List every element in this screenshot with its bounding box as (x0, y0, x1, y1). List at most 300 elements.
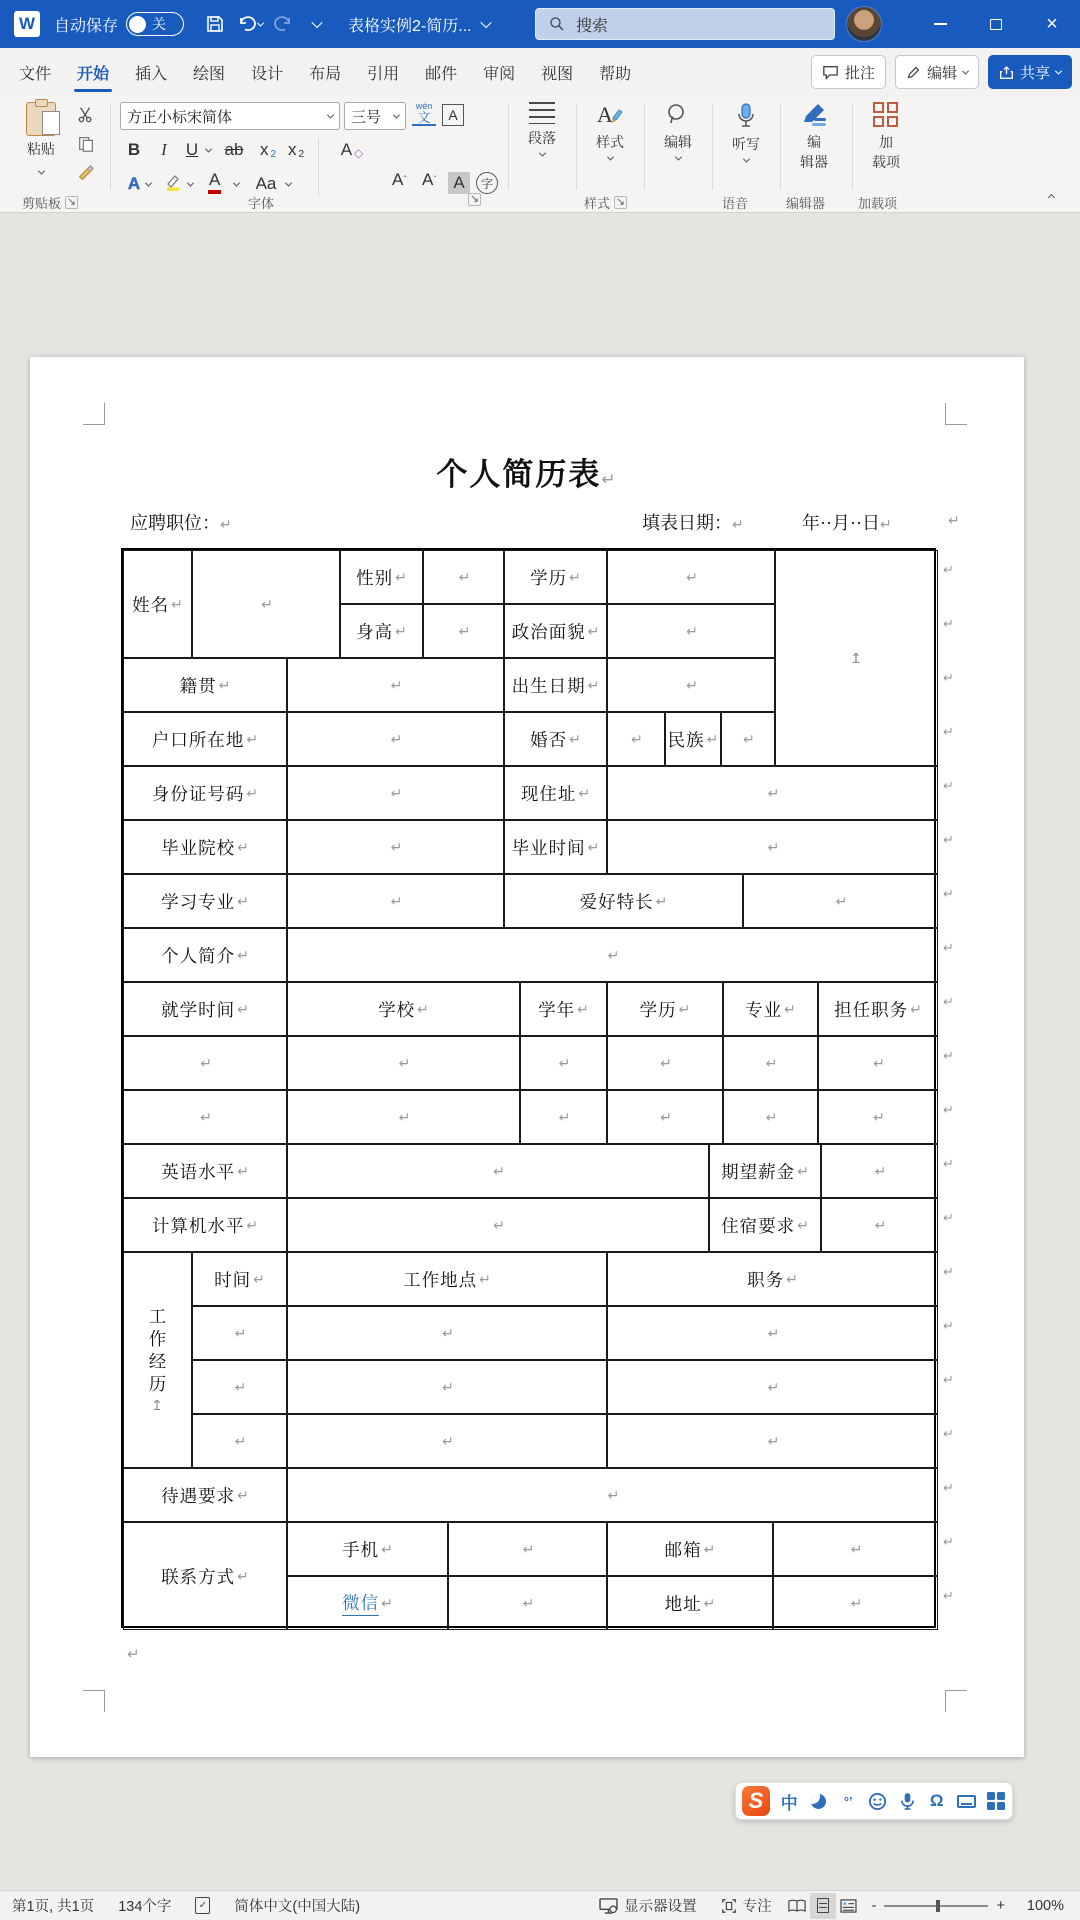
pilcrow-mark: ↵ (234, 1432, 247, 1449)
emoji-button[interactable] (867, 1789, 888, 1813)
shrink-font-button[interactable] (422, 170, 437, 190)
table-cell-graduate-school[interactable] (123, 820, 287, 874)
copy-button[interactable] (74, 133, 98, 155)
text-effects-button[interactable]: A (127, 174, 141, 193)
underline-dropdown[interactable] (206, 148, 211, 153)
ribbon-tab[interactable]: 布局 (309, 65, 342, 83)
symbols-button[interactable]: Ω (929, 1791, 944, 1810)
table-cell-blank[interactable] (818, 1090, 938, 1144)
chevron-down-icon (674, 154, 681, 161)
ribbon-tab[interactable]: 文件 (19, 65, 52, 83)
row-end-mark: ↵ (943, 1048, 954, 1063)
read-mode-icon (788, 1899, 806, 1913)
table-cell-blank[interactable] (287, 1360, 607, 1414)
resume-title: 个人简历表↵ (436, 457, 618, 492)
focus-mode-button[interactable] (709, 1891, 784, 1920)
zoom-slider[interactable] (862, 1898, 1015, 1914)
pilcrow-mark: ↵ (873, 1054, 885, 1071)
end-mark: ↵ (948, 512, 960, 528)
table-cell-school[interactable] (287, 982, 520, 1036)
voice-input-button[interactable] (897, 1789, 918, 1813)
redo-button[interactable] (268, 7, 298, 41)
table-cell-blank[interactable] (607, 1360, 938, 1414)
title-bar (0, 0, 1080, 48)
clear-formatting-button[interactable] (340, 136, 364, 162)
document-page[interactable] (30, 357, 1024, 1757)
paste-label: 粘贴 (27, 141, 55, 157)
autosave-label: 自动保存 (54, 17, 119, 35)
highlight-dropdown[interactable] (188, 182, 193, 187)
table-cell-mobile[interactable] (287, 1522, 448, 1576)
table-cell-blank[interactable] (607, 604, 775, 658)
table-cell-blank[interactable] (723, 1090, 818, 1144)
table-cell-blank[interactable] (123, 1090, 287, 1144)
phonetic-guide-button[interactable] (412, 102, 436, 126)
table-cell-contact-method[interactable] (123, 1522, 287, 1630)
table-cell-blank[interactable] (287, 1036, 520, 1090)
table-cell-native-place[interactable] (123, 658, 287, 712)
pilcrow-mark: ↵ (660, 1054, 672, 1071)
character-shading-button[interactable]: A (448, 172, 470, 194)
character-border-button[interactable]: A (442, 104, 464, 126)
table-cell-address[interactable] (607, 1576, 773, 1630)
pilcrow-mark: ↵ (442, 1324, 454, 1341)
table-cell-english-level[interactable] (123, 1144, 287, 1198)
row-end-mark: ↵ (943, 1210, 954, 1225)
page-info[interactable]: 第1页, 共1页 (12, 1899, 95, 1915)
font-color-letter: A (208, 170, 221, 194)
punctuation-button[interactable]: °’ (843, 1793, 853, 1809)
share-icon (999, 65, 1014, 80)
table-cell-id-number[interactable] (123, 766, 287, 820)
editing-label: 编辑 (664, 134, 692, 150)
paste-clipboard-icon (26, 102, 56, 136)
share-label: 共享 (1019, 64, 1050, 82)
table-cell-household-location[interactable] (123, 712, 287, 766)
pencil-icon (906, 65, 921, 80)
search-icon (548, 15, 566, 33)
display-settings-button[interactable] (587, 1891, 709, 1920)
toolbox-button[interactable] (985, 1789, 1006, 1813)
table-cell-personal-profile[interactable] (123, 928, 287, 982)
superscript-2: 2 (298, 149, 305, 160)
cell-label: 籍贯 (179, 675, 217, 696)
word-count[interactable]: 134个字 (118, 1899, 172, 1915)
pilcrow-mark: ↵ (706, 730, 719, 747)
ribbon-tab[interactable]: 开始 (64, 48, 122, 96)
search-input[interactable] (535, 8, 835, 40)
minimize-icon (934, 23, 947, 25)
pilcrow-mark: ↵ (655, 892, 668, 909)
table-cell-blank[interactable] (287, 1198, 709, 1252)
cell-label: 微信 (342, 1590, 379, 1616)
pilcrow-mark: ↵ (767, 1432, 780, 1449)
pilcrow-mark: ↵ (703, 1594, 716, 1611)
chevron-down-icon (480, 17, 491, 28)
find-editing-button[interactable] (650, 102, 706, 161)
cell-label: 毕业时间 (511, 837, 586, 858)
pilcrow-mark: ↵ (569, 568, 581, 585)
sogou-ime-bar (735, 1782, 1013, 1820)
focus-icon (721, 1898, 737, 1914)
table-cell-blank[interactable] (287, 820, 504, 874)
font-name-combo[interactable] (120, 102, 340, 130)
comments-label: 批注 (844, 64, 875, 82)
pilcrow-mark: ↵ (395, 568, 407, 585)
table-cell-email[interactable] (607, 1522, 773, 1576)
styles-group-label: 样式 ↘ (584, 196, 626, 211)
table-cell-work-time[interactable] (192, 1252, 287, 1306)
table-cell-salary-requirement[interactable] (123, 1468, 287, 1522)
ribbon-tab[interactable]: 绘图 (193, 65, 226, 83)
table-cell-blank[interactable] (723, 1036, 818, 1090)
dictate-button[interactable] (718, 102, 774, 163)
strikethrough-button[interactable]: ab (224, 140, 244, 159)
fullwidth-moon-button[interactable] (808, 1789, 829, 1813)
table-cell-marital-status[interactable] (504, 712, 607, 766)
copy-icon (77, 135, 95, 153)
table-cell-blank[interactable] (773, 1576, 938, 1630)
close-button[interactable] (1024, 0, 1080, 48)
table-cell-accommodation[interactable] (709, 1198, 821, 1252)
cell-label: 时间 (214, 1269, 252, 1290)
pilcrow-mark: ↵ (835, 892, 848, 909)
cell-label: 毕业院校 (161, 837, 236, 858)
table-cell-blank[interactable] (520, 1036, 607, 1090)
document-title-menu[interactable] (348, 13, 490, 36)
chevron-down-icon (962, 67, 969, 74)
table-cell-blank[interactable] (287, 1090, 520, 1144)
ribbon-tab[interactable]: 设计 (251, 65, 284, 83)
table-cell-blank[interactable] (773, 1522, 938, 1576)
cell-label-vertical: 工作经历 (147, 1306, 167, 1397)
table-cell-ethnicity[interactable] (665, 712, 721, 766)
ribbon-tab[interactable]: 引用 (367, 65, 400, 83)
grow-font-button[interactable] (392, 170, 407, 190)
table-cell-blank[interactable] (821, 1198, 938, 1252)
clipboard-dialog-launcher[interactable]: ↘ (66, 196, 77, 208)
table-cell-blank[interactable] (423, 604, 504, 658)
pilcrow-mark: ↵ (578, 784, 591, 801)
cell-label: 联系方式 (161, 1566, 236, 1587)
change-case-button[interactable]: Aa (255, 174, 277, 193)
table-cell-birth-date[interactable] (504, 658, 607, 712)
pilcrow-mark: ↵ (200, 1054, 212, 1071)
ribbon-tab-row (0, 48, 1080, 96)
paste-button[interactable] (14, 102, 68, 178)
table-cell-blank[interactable] (287, 1414, 607, 1468)
clear-format-letter: A (340, 140, 353, 159)
cell-label: 手机 (342, 1539, 380, 1560)
superscript-x: x (287, 140, 297, 159)
pilcrow-mark: ↵ (678, 1000, 691, 1017)
font-color-button[interactable] (208, 170, 221, 194)
table-cell-blank[interactable] (607, 712, 665, 766)
table-cell-wechat[interactable] (287, 1576, 448, 1630)
zoom-level[interactable]: 100% (1026, 1897, 1064, 1914)
table-cell-blank[interactable] (607, 1306, 938, 1360)
chevron-up-icon (1047, 193, 1054, 200)
ribbon-tabs (6, 48, 644, 96)
cell-label: 计算机水平 (151, 1215, 245, 1236)
table-cell-graduation-date[interactable] (504, 820, 607, 874)
chevron-down-icon (37, 168, 44, 175)
editor-pen-icon (800, 102, 828, 128)
collapse-ribbon-button[interactable] (1040, 188, 1062, 206)
table-cell-name[interactable] (123, 550, 192, 658)
cell-label: 出生日期 (511, 675, 586, 696)
mic-icon (900, 1792, 915, 1811)
table-cell-blank[interactable] (287, 1468, 938, 1522)
ribbon-tab[interactable]: 帮助 (599, 65, 632, 83)
cell-label: 现住址 (520, 783, 577, 804)
date-label: 填表日期：↵ (642, 513, 744, 533)
zoom-in-button[interactable]: + (996, 1897, 1005, 1914)
table-cell-work-experience[interactable] (123, 1252, 192, 1468)
addins-button[interactable] (858, 102, 914, 172)
maximize-icon (990, 19, 1002, 30)
editor-button[interactable] (786, 102, 842, 172)
table-cell-job-title[interactable] (607, 1252, 938, 1306)
table-cell-school-major[interactable] (723, 982, 818, 1036)
pilcrow-mark: ↵ (395, 622, 407, 639)
web-layout-icon (840, 1899, 857, 1913)
table-cell-current-address[interactable] (504, 766, 607, 820)
pilcrow-mark: ↵ (686, 622, 698, 639)
pilcrow-mark: ↵ (797, 1216, 809, 1233)
enclose-characters-button[interactable]: 字 (476, 172, 498, 194)
magnifier-icon (665, 102, 691, 128)
sogou-logo[interactable]: S (742, 1786, 770, 1816)
pilcrow-mark: ↵ (765, 1108, 778, 1125)
table-cell-school-time[interactable] (123, 982, 287, 1036)
pilcrow-mark: ↵ (558, 1108, 571, 1125)
table-cell-blank[interactable] (743, 874, 938, 928)
table-cell-blank[interactable] (192, 1306, 287, 1360)
quick-access-dropdown[interactable] (302, 7, 332, 41)
styles-button[interactable] (582, 102, 638, 161)
table-cell-political-status[interactable] (504, 604, 607, 658)
subscript-2: 2 (270, 149, 277, 160)
scissors-icon (77, 106, 95, 124)
pilcrow-mark: ↵ (237, 946, 249, 963)
anchor-mark: ↥ (850, 649, 863, 666)
zoom-out-button[interactable]: - (871, 1897, 877, 1914)
table-cell-height[interactable] (340, 604, 423, 658)
table-cell-blank[interactable] (607, 1036, 723, 1090)
table-cell-work-place[interactable] (287, 1252, 607, 1306)
ribbon-tab[interactable]: 审阅 (483, 65, 516, 83)
autosave-toggle[interactable] (126, 12, 184, 36)
table-cell-education[interactable] (504, 550, 607, 604)
cell-label: 职务 (747, 1269, 785, 1290)
highlight-button[interactable] (164, 172, 184, 192)
pilcrow-mark: ↵ (587, 622, 600, 639)
font-color-dropdown[interactable] (234, 182, 239, 187)
eraser-icon: ◇ (354, 146, 364, 160)
svg-text:A: A (597, 102, 613, 127)
pilcrow-mark: ↵ (767, 1378, 780, 1395)
table-cell-blank[interactable] (607, 1414, 938, 1468)
pilcrow-mark: ↵ (686, 676, 698, 693)
ribbon-tab[interactable]: 邮件 (425, 65, 458, 83)
read-mode-button[interactable] (784, 1893, 810, 1919)
pilcrow-mark: ↵ (873, 1108, 885, 1125)
save-button[interactable] (200, 7, 230, 41)
word-app-icon[interactable]: W (14, 11, 40, 37)
table-cell-computer-level[interactable] (123, 1198, 287, 1252)
pilcrow-mark: ↵ (587, 676, 600, 693)
table-cell-blank[interactable] (287, 658, 504, 712)
table-cell-school-education[interactable] (607, 982, 723, 1036)
cell-label: 身高 (356, 621, 394, 642)
addins-label: 加 载项 (872, 134, 900, 170)
table-cell-blank[interactable] (607, 766, 938, 820)
table-cell-blank[interactable] (423, 550, 504, 604)
user-avatar[interactable] (846, 6, 882, 42)
text-effects-dropdown[interactable] (146, 182, 151, 187)
display-settings-label: 显示器设置 (624, 1899, 697, 1915)
table-cell-blank[interactable] (287, 874, 504, 928)
autosave-state: 关 (152, 16, 167, 32)
pilcrow-mark: ↵ (234, 1378, 247, 1395)
chevron-down-icon (233, 180, 240, 187)
pilcrow-mark: ↵ (874, 1216, 887, 1233)
table-cell-blank[interactable] (607, 1090, 723, 1144)
table-cell-blank[interactable] (287, 1144, 709, 1198)
pilcrow-mark: ↵ (577, 1000, 589, 1017)
table-cell-position-held[interactable] (818, 982, 938, 1036)
row-end-mark: ↵ (943, 994, 954, 1009)
change-case-dropdown[interactable] (286, 182, 291, 187)
web-layout-button[interactable] (836, 1893, 862, 1919)
table-cell-blank[interactable] (192, 1414, 287, 1468)
document-title: 表格实例2-简历... (348, 17, 472, 35)
chevron-down-icon (327, 111, 334, 118)
table-cell-blank[interactable] (287, 928, 938, 982)
ribbon-tab[interactable]: 插入 (135, 65, 168, 83)
table-cell-gender[interactable] (340, 550, 423, 604)
table-cell-blank[interactable] (287, 766, 504, 820)
undo-icon (236, 14, 258, 34)
pilcrow-mark: ↵ (767, 1324, 780, 1341)
pilcrow-mark: ↵ (786, 1270, 798, 1287)
paragraph-button[interactable] (514, 102, 570, 157)
styles-dialog-launcher[interactable]: ↘ (615, 196, 626, 208)
font-size-combo[interactable] (344, 102, 406, 130)
chevron-down-icon (311, 17, 322, 28)
styles-icon (595, 102, 625, 128)
pilcrow-mark: ↵ (569, 730, 581, 747)
subscript-button[interactable] (256, 136, 280, 162)
table-cell-blank[interactable] (192, 1360, 287, 1414)
monitor-icon (599, 1898, 618, 1914)
underline-button[interactable] (180, 136, 204, 162)
row-end-mark: ↵ (943, 1102, 954, 1117)
paragraph-lines-icon (529, 102, 555, 124)
cut-button[interactable] (74, 104, 98, 126)
table-cell-blank[interactable] (287, 1306, 607, 1360)
cell-label: 期望薪金 (721, 1161, 796, 1182)
row-end-mark: ↵ (943, 1264, 954, 1279)
language-status[interactable]: 简体中文(中国大陆) (234, 1899, 361, 1915)
autosave-control[interactable] (54, 12, 184, 36)
font-dialog-launcher[interactable]: ↘ (469, 193, 480, 205)
pilcrow-mark: ↵ (493, 1162, 505, 1179)
table-cell-blank[interactable] (721, 712, 775, 766)
row-end-mark: ↵ (943, 1426, 954, 1441)
zoom-track[interactable] (884, 1905, 988, 1907)
moon-icon (811, 1794, 826, 1809)
pilcrow-mark: ↵ (417, 1000, 429, 1017)
ribbon-tab[interactable]: 视图 (541, 65, 574, 83)
table-cell-blank[interactable] (607, 550, 775, 604)
maximize-button[interactable] (968, 0, 1024, 48)
minimize-button[interactable] (912, 0, 968, 48)
chevron-down-icon (742, 156, 749, 163)
table-cell-blank[interactable] (448, 1522, 607, 1576)
pilcrow-mark: ↵ (850, 1540, 863, 1557)
table-cell-blank[interactable] (607, 820, 938, 874)
zoom-thumb[interactable] (936, 1900, 940, 1912)
highlighter-icon (164, 172, 184, 192)
pilcrow-mark: ↵ (784, 1000, 796, 1017)
table-cell-blank[interactable] (192, 550, 340, 658)
undo-button[interactable] (234, 7, 264, 41)
close-icon: × (1046, 13, 1058, 35)
table-cell-major[interactable] (123, 874, 287, 928)
cell-label: 工作地点 (403, 1269, 478, 1290)
soft-keyboard-button[interactable] (956, 1789, 977, 1813)
table-cell-blank[interactable] (448, 1576, 607, 1630)
print-layout-icon (817, 1898, 829, 1913)
row-end-mark: ↵ (943, 1588, 954, 1603)
share-button[interactable] (988, 55, 1072, 89)
cell-label: 地址 (664, 1593, 702, 1614)
table-cell-photo-area[interactable] (775, 550, 938, 766)
pilcrow-mark: ↵ (703, 1540, 716, 1557)
pilcrow-mark: ↵ (246, 730, 259, 747)
cell-label: 学历 (639, 999, 677, 1020)
pilcrow-mark: ↵ (390, 892, 403, 909)
print-layout-button[interactable] (810, 1893, 836, 1919)
format-painter-button[interactable] (74, 162, 98, 184)
editing-mode-button[interactable] (895, 55, 979, 89)
clipboard-group-label: 剪贴板 ↘ (22, 196, 77, 211)
table-cell-blank[interactable] (287, 712, 504, 766)
crop-mark-top-right (945, 403, 967, 425)
table-cell-school-year[interactable] (520, 982, 607, 1036)
superscript-button[interactable] (284, 136, 308, 162)
italic-button[interactable]: I (161, 140, 167, 159)
table-cell-expected-salary[interactable] (709, 1144, 821, 1198)
spellcheck-status[interactable] (183, 1891, 222, 1920)
pilcrow-mark: ↵ (398, 1054, 411, 1071)
row-end-mark: ↵ (943, 1156, 954, 1171)
table-cell-blank[interactable] (607, 658, 775, 712)
table-cell-blank[interactable] (520, 1090, 607, 1144)
pilcrow-mark: ↵ (234, 1324, 247, 1341)
table-cell-hobbies[interactable] (504, 874, 743, 928)
emoji-icon (868, 1792, 887, 1811)
comments-button[interactable] (811, 55, 886, 89)
font-size-value: 三号 (351, 108, 382, 126)
table-cell-blank[interactable] (123, 1036, 287, 1090)
table-cell-blank[interactable] (821, 1144, 938, 1198)
bold-button[interactable]: B (127, 140, 141, 159)
chinese-mode-button[interactable]: 中 (780, 1793, 798, 1813)
table-cell-blank[interactable] (818, 1036, 938, 1090)
